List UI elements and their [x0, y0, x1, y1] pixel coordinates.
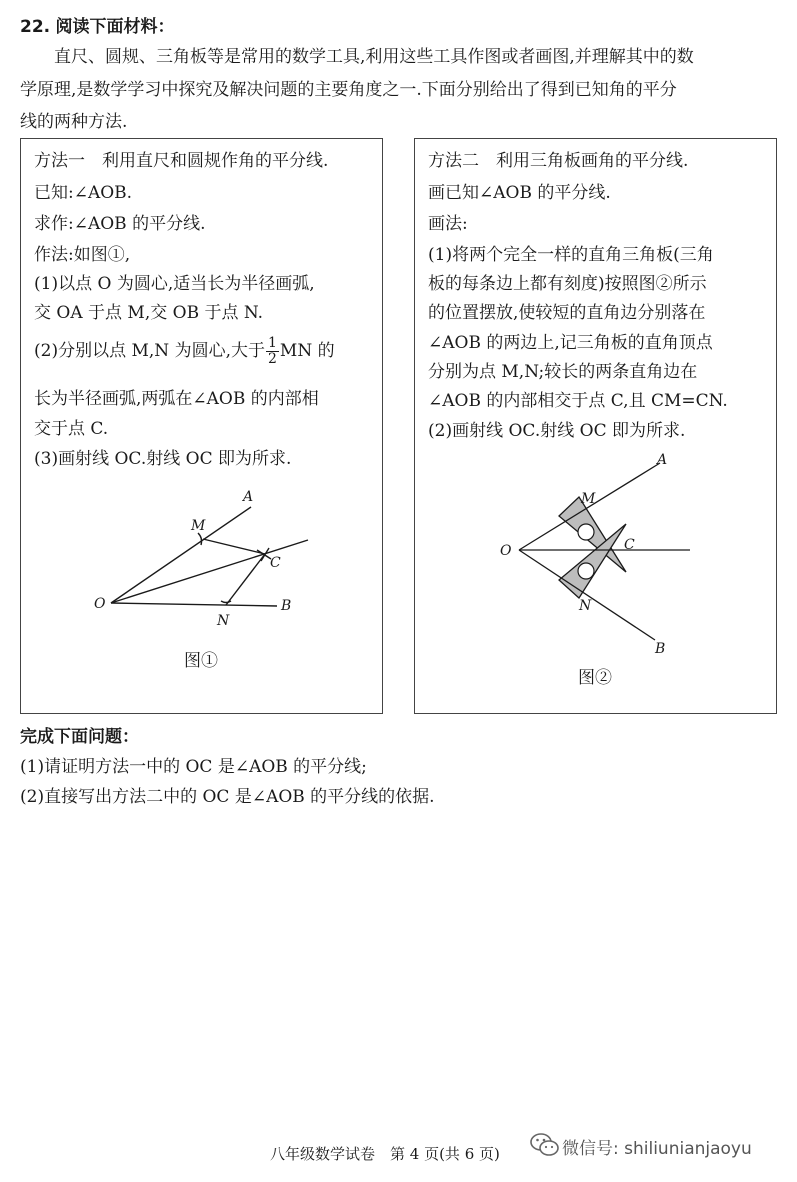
intro-line-1: 直尺、圆规、三角板等是常用的数学工具,利用这些工具作图或者画图,并理解其中的数	[54, 47, 694, 67]
method1-steps-intro: 作法:如图①,	[34, 245, 131, 265]
fig1-label-b: B	[281, 598, 292, 614]
method1-task: 求作:∠AOB 的平分线.	[34, 214, 206, 234]
method1-step2-line3: 交于点 C.	[34, 419, 109, 439]
method2-step1-line5: 分别为点 M,N;较长的两条直角边在	[428, 362, 698, 382]
figure-1-diagram	[85, 480, 325, 630]
fig2-label-n: N	[579, 598, 592, 614]
segment-nc	[226, 554, 265, 605]
method1-step2-post: MN 的	[279, 341, 335, 361]
fig2-label-a: A	[657, 452, 668, 468]
method2-task: 画已知∠AOB 的平分线.	[428, 183, 611, 203]
method1-step2-line1	[34, 336, 335, 367]
set-square-lower-hole	[578, 563, 594, 579]
fig2-label-b: B	[655, 641, 666, 657]
method1-title: 方法一 利用直尺和圆规作角的平分线.	[34, 151, 329, 171]
fraction-denominator: 2	[267, 351, 277, 367]
figure-1-caption: 图①	[184, 651, 218, 671]
tasks-heading: 完成下面问题：	[20, 727, 139, 747]
method1-step1-line2: 交 OA 于点 M,交 OB 于点 N.	[34, 303, 264, 323]
figure-2-diagram	[495, 450, 700, 660]
fig1-label-a: A	[243, 489, 254, 505]
method1-step2-line2: 长为半径画弧,两弧在∠AOB 的内部相	[34, 389, 319, 409]
fig2-label-c: C	[624, 537, 635, 553]
method2-step1-line1: (1)将两个完全一样的直角三角板(三角	[428, 245, 714, 265]
wechat-icon	[530, 1132, 560, 1162]
ray-oc	[111, 540, 308, 603]
method2-step1-line6: ∠AOB 的内部相交于点 C,且 CM=CN.	[428, 391, 728, 411]
ray-oa	[111, 507, 251, 603]
method1-step3: (3)画射线 OC.射线 OC 即为所求.	[34, 449, 292, 469]
fraction-numerator: 1	[267, 335, 277, 351]
method2-step1-line2: 板的每条边上都有刻度)按照图②所示	[428, 274, 707, 294]
method2-step1-line4: ∠AOB 的两边上,记三角板的直角顶点	[428, 333, 713, 353]
method2-steps-intro: 画法:	[428, 214, 468, 234]
one-half-fraction	[266, 336, 279, 367]
arc-mark-n	[221, 601, 231, 603]
fig1-label-o: O	[94, 596, 106, 612]
watermark-text: 微信号: shiliunianjaoyu	[562, 1139, 752, 1159]
question-number: 22.	[20, 17, 51, 37]
intro-line-2: 学原理,是数学学习中探究及解决问题的主要角度之一.下面分别给出了得到已知角的平分	[20, 80, 677, 100]
method1-step1-line1: (1)以点 O 为圆心,适当长为半径画弧,	[34, 274, 315, 294]
fig2-label-o: O	[500, 543, 512, 559]
figure-2-caption: 图②	[578, 668, 612, 688]
ray-ob	[111, 603, 277, 606]
method1-given: 已知:∠AOB.	[34, 183, 133, 203]
fig2-label-m: M	[581, 491, 596, 507]
method2-step2: (2)画射线 OC.射线 OC 即为所求.	[428, 421, 686, 441]
segment-mc	[203, 539, 265, 554]
fig1-label-n: N	[217, 613, 230, 629]
question-heading: 阅读下面材料：	[55, 17, 175, 37]
task-question-2: (2)直接写出方法二中的 OC 是∠AOB 的平分线的依据.	[20, 787, 435, 807]
question-header	[20, 16, 175, 38]
fig1-label-c: C	[270, 555, 281, 571]
method2-step1-line3: 的位置摆放,使较短的直角边分别落在	[428, 303, 706, 323]
set-square-upper-hole	[578, 524, 594, 540]
intro-line-3: 线的两种方法.	[20, 112, 128, 132]
task-question-1: (1)请证明方法一中的 OC 是∠AOB 的平分线;	[20, 757, 367, 777]
method1-step2-pre: (2)分别以点 M,N 为圆心,大于	[34, 341, 265, 361]
method2-title: 方法二 利用三角板画角的平分线.	[428, 151, 689, 171]
fig1-label-m: M	[191, 518, 206, 534]
page-footer: 八年级数学试卷 第 4 页(共 6 页)	[270, 1145, 500, 1163]
arc-mark-c1	[257, 550, 271, 559]
